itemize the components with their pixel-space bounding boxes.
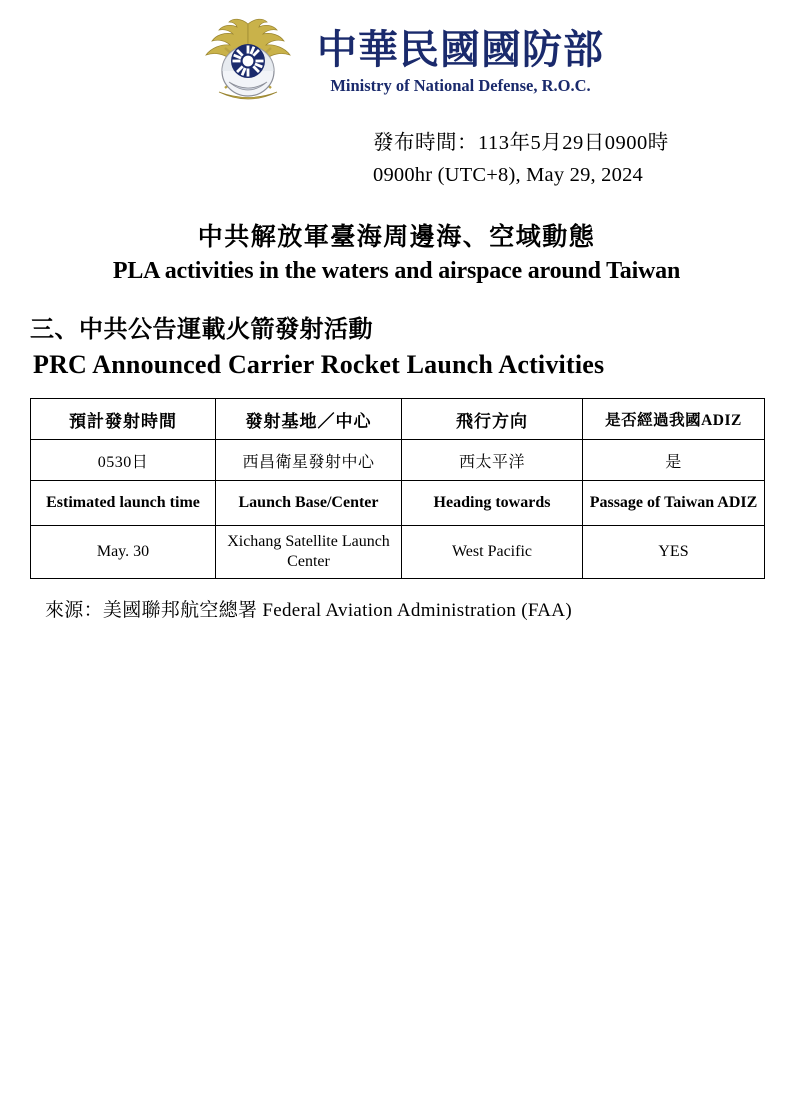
roc-national-emblem-icon: [189, 14, 307, 110]
table-header-cn-heading: 飛行方向: [402, 399, 583, 440]
table-cell-en-adiz: YES: [583, 526, 765, 579]
table-header-en-launch-base: Launch Base/Center: [216, 481, 402, 526]
rocket-launch-table-wrapper: [0, 398, 793, 579]
release-time-en: 0900hr (UTC+8), May 29, 2024: [373, 163, 643, 186]
section-heading-en: PRC Announced Carrier Rocket Launch Activities: [33, 350, 605, 380]
table-row-header-cn: [31, 399, 765, 440]
table-cell-cn-heading: 西太平洋: [402, 440, 583, 481]
release-time-block: [0, 128, 793, 192]
table-header-cn-launch-base: 發射基地／中心: [216, 399, 402, 440]
table-cell-cn-launch-base: 西昌衛星發射中心: [216, 440, 402, 481]
table-row-header-en: [31, 481, 765, 526]
table-header-en-launch-time: Estimated launch time: [31, 481, 216, 526]
table-cell-cn-adiz: 是: [583, 440, 765, 481]
table-cell-cn-launch-time: 0530日: [31, 440, 216, 481]
release-time-cn: 發布時間：113年5月29日0900時: [373, 132, 669, 154]
page-title-cn: 中共解放軍臺海周邊海、空域動態: [197, 223, 596, 251]
section-heading: [0, 315, 793, 382]
rocket-launch-table: [30, 398, 765, 579]
table-row-data-en: [31, 526, 765, 579]
ministry-name-block: [317, 28, 604, 96]
table-header-cn-adiz: 是否經過我國ADIZ: [583, 399, 765, 440]
page-title: [0, 222, 793, 288]
table-cell-en-launch-base: Xichang Satellite Launch Center: [216, 526, 402, 579]
table-header-cn-launch-time: 預計發射時間: [31, 399, 216, 440]
ministry-name-en: Ministry of National Defense, R.O.C.: [330, 76, 591, 95]
table-header-en-adiz: Passage of Taiwan ADIZ: [583, 481, 765, 526]
section-heading-cn: 三、中共公告運載火箭發射活動: [30, 317, 373, 344]
document-header: [0, 0, 793, 110]
ministry-name-cn: 中華民國國防部: [317, 27, 604, 72]
table-cell-en-launch-time: May. 30: [31, 526, 216, 579]
table-header-en-heading: Heading towards: [402, 481, 583, 526]
source-note: 來源：美國聯邦航空總署 Federal Aviation Administration (FAA): [45, 600, 572, 622]
table-cell-en-heading: West Pacific: [402, 526, 583, 579]
table-row-data-cn: [31, 440, 765, 481]
page-title-en: PLA activities in the waters and airspace around Taiwan: [112, 258, 681, 285]
